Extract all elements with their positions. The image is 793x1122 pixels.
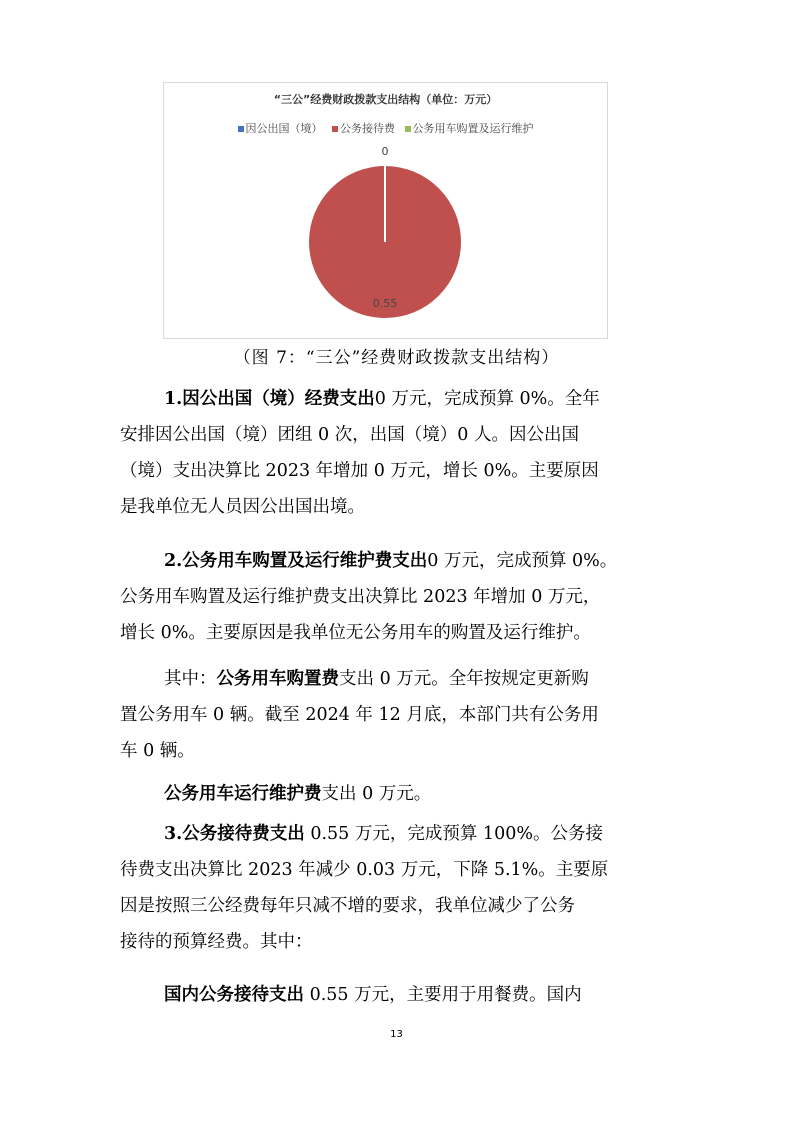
line: 是我单位无人员因公出国出境。 <box>120 497 365 517</box>
text: 0.55 万元，主要用于用餐费。国内 <box>304 985 582 1005</box>
text: 支出 0 万元。 <box>321 784 432 804</box>
paragraph-vehicle <box>120 543 680 651</box>
text: 支出 0 万元。全年按规定更新购 <box>339 669 589 689</box>
heading-vehicle-operation: 公务用车运行维护费 <box>164 784 322 804</box>
paragraph-overseas <box>120 381 680 525</box>
legend-label-overseas: 因公出国（境） <box>245 122 323 135</box>
heading-vehicle-purchase: 公务用车购置费 <box>216 669 339 689</box>
line <box>120 381 680 417</box>
paragraph-vehicle-purchase <box>120 661 680 769</box>
heading-domestic-reception: 国内公务接待支出 <box>164 985 304 1005</box>
legend-label-vehicle: 公务用车购置及运行维护 <box>412 122 534 135</box>
line: 待费支出决算比 2023 年减少 0.03 万元，下降 5.1%。主要原 <box>120 860 609 880</box>
data-label-zero: 0 <box>381 145 389 158</box>
line <box>120 776 680 812</box>
pie-svg <box>164 83 609 340</box>
line: 置公务用车 0 辆。截至 2024 年 12 月底，本部门共有公务用 <box>120 705 599 725</box>
text: 0 万元，完成预算 0%。 <box>427 551 618 571</box>
line <box>120 543 680 579</box>
heading-vehicle: 2.公务用车购置及运行维护费支出 <box>164 551 428 571</box>
page-number: 13 <box>390 1029 403 1040</box>
line <box>120 661 680 697</box>
heading-overseas: 1.因公出国（境）经费支出 <box>164 389 375 409</box>
text: 0 万元，完成预算 0%。全年 <box>374 389 600 409</box>
text: 其中： <box>164 669 217 689</box>
paragraph-domestic-reception <box>120 977 680 1013</box>
paragraph-vehicle-operation <box>120 776 680 812</box>
line <box>120 977 680 1013</box>
line: 公务用车购置及运行维护费支出决算比 2023 年增加 0 万元， <box>120 587 601 607</box>
line: 增长 0%。主要原因是我单位无公务用车的购置及运行维护。 <box>120 623 591 643</box>
figure-caption: （图 7：“三公”经费财政拨款支出结构） <box>233 348 560 368</box>
chart-title: “三公”经费财政拨款支出结构（单位：万元） <box>273 93 498 106</box>
legend-label-reception: 公务接待费 <box>340 122 395 135</box>
line: （境）支出决算比 2023 年增加 0 万元，增长 0%。主要原因 <box>120 461 599 481</box>
line: 安排因公出国（境）团组 0 次，出国（境）0 人。因公出国 <box>120 425 579 445</box>
data-label-reception: 0.55 <box>372 297 398 310</box>
line: 车 0 辆。 <box>120 741 195 761</box>
line <box>120 816 680 852</box>
pie-chart <box>163 82 608 339</box>
line: 因是按照三公经费每年只减不增的要求，我单位减少了公务 <box>120 896 575 916</box>
heading-reception: 3.公务接待费支出 <box>164 824 305 844</box>
text: 0.55 万元，完成预算 100%。公务接 <box>304 824 603 844</box>
line: 接待的预算经费。其中： <box>120 932 313 952</box>
paragraph-reception <box>120 816 680 960</box>
